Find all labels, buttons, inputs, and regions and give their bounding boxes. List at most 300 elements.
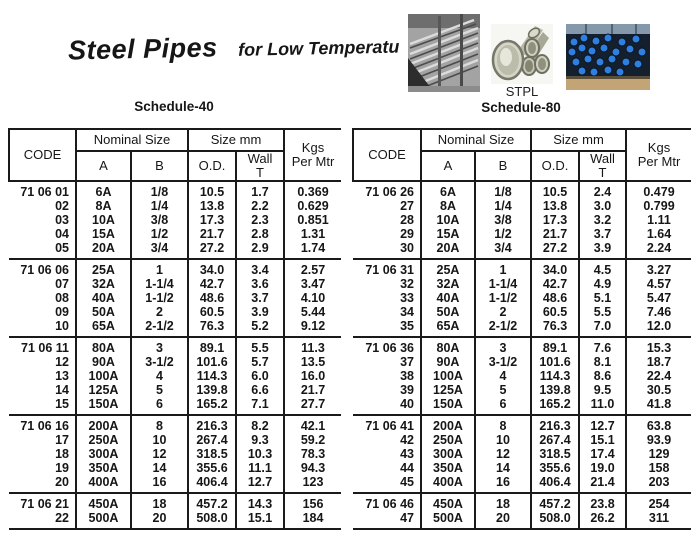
cell-wall-t: 11.1 <box>236 461 284 475</box>
cell-nominal-a: 20A <box>421 241 475 259</box>
cell-wall-t: 8.6 <box>579 369 626 383</box>
cell-code: 40 <box>400 397 414 411</box>
cell-nominal-b: 2-1/2 <box>131 319 188 337</box>
cell-kgs-per-mtr: 42.1 <box>284 415 341 433</box>
cell-nominal-a: 10A <box>421 213 475 227</box>
cell-wall-t: 3.0 <box>579 199 626 213</box>
cell-nominal-a: 25A <box>421 259 475 277</box>
cell-code: 33 <box>400 291 414 305</box>
cell-nominal-a: 90A <box>421 355 475 369</box>
cell-code: 15 <box>55 397 69 411</box>
table-row <box>9 181 341 199</box>
cell-wall-t: 2.3 <box>236 213 284 227</box>
cell-code: 29 <box>400 227 414 241</box>
header-nominal-size: Nominal Size <box>76 129 188 151</box>
cell-kgs-per-mtr: 30.5 <box>626 383 691 397</box>
cell-nominal-b: 1 <box>475 259 531 277</box>
cell-od: 10.5 <box>188 181 236 199</box>
table-row <box>9 415 341 433</box>
cell-wall-t: 5.1 <box>579 291 626 305</box>
table-row <box>353 291 691 305</box>
cell-kgs-per-mtr: 21.7 <box>284 383 341 397</box>
cell-wall-t: 3.9 <box>236 305 284 319</box>
table-row <box>9 337 341 355</box>
cell-od: 114.3 <box>188 369 236 383</box>
cell-od: 89.1 <box>531 337 579 355</box>
cell-kgs-per-mtr: 129 <box>626 447 691 461</box>
cell-od: 318.5 <box>531 447 579 461</box>
header-b: B <box>131 151 188 181</box>
cell-nominal-b: 2-1/2 <box>475 319 531 337</box>
cell-wall-t: 8.1 <box>579 355 626 369</box>
cell-od: 48.6 <box>531 291 579 305</box>
cell-od: 21.7 <box>531 227 579 241</box>
cell-nominal-a: 50A <box>76 305 131 319</box>
table-row <box>353 319 691 337</box>
header-b: B <box>475 151 531 181</box>
cell-wall-t: 5.5 <box>236 337 284 355</box>
cell-nominal-b: 1/4 <box>131 199 188 213</box>
cell-od: 10.5 <box>531 181 579 199</box>
cell-kgs-per-mtr: 311 <box>626 511 691 529</box>
cell-od: 267.4 <box>531 433 579 447</box>
cell-nominal-b: 1-1/2 <box>131 291 188 305</box>
cell-wall-t: 11.0 <box>579 397 626 415</box>
cell-kgs-per-mtr: 18.7 <box>626 355 691 369</box>
cell-nominal-a: 400A <box>76 475 131 493</box>
table-row <box>353 213 691 227</box>
cell-code: 42 <box>400 433 414 447</box>
header-od: O.D. <box>531 151 579 181</box>
stpl-caption: STPL <box>505 84 539 99</box>
cell-od: 27.2 <box>531 241 579 259</box>
cell-nominal-a: 20A <box>76 241 131 259</box>
cell-code: 09 <box>55 305 69 319</box>
cell-wall-t: 8.2 <box>236 415 284 433</box>
cell-nominal-b: 12 <box>475 447 531 461</box>
cell-code: 12 <box>55 355 69 369</box>
cell-code: 71 06 36 <box>353 337 421 355</box>
cell-nominal-b: 3-1/2 <box>475 355 531 369</box>
cell-nominal-b: 2 <box>131 305 188 319</box>
cell-kgs-per-mtr: 203 <box>626 475 691 493</box>
cell-nominal-b: 1/2 <box>131 227 188 241</box>
cell-wall-t: 15.1 <box>236 511 284 529</box>
cell-od: 318.5 <box>188 447 236 461</box>
cell-code: 71 06 06 <box>9 259 76 277</box>
cell-wall-t: 6.6 <box>236 383 284 397</box>
header-size-mm: Size mm <box>188 129 284 151</box>
cell-od: 42.7 <box>531 277 579 291</box>
table-row <box>9 461 341 475</box>
header-wall-t <box>579 151 626 181</box>
cell-code: 38 <box>400 369 414 383</box>
cell-nominal-a: 150A <box>421 397 475 415</box>
cell-od: 17.3 <box>188 213 236 227</box>
cell-od: 13.8 <box>531 199 579 213</box>
cell-code: 32 <box>400 277 414 291</box>
table-row <box>353 305 691 319</box>
cell-nominal-b: 4 <box>475 369 531 383</box>
cell-kgs-per-mtr: 1.11 <box>626 213 691 227</box>
table-row <box>353 475 691 493</box>
cell-kgs-per-mtr: 0.799 <box>626 199 691 213</box>
header-kgs-per-mtr <box>626 129 691 181</box>
table-row <box>353 447 691 461</box>
cell-nominal-b: 20 <box>475 511 531 529</box>
schedule-40-table-container <box>8 128 340 530</box>
cell-wall-t: 3.9 <box>579 241 626 259</box>
cell-nominal-b: 1-1/4 <box>131 277 188 291</box>
cell-nominal-a: 6A <box>421 181 475 199</box>
cell-wall-t: 7.1 <box>236 397 284 415</box>
doc-title-block <box>68 29 400 67</box>
table-row <box>9 475 341 493</box>
cell-nominal-b: 14 <box>475 461 531 475</box>
cell-wall-t: 3.2 <box>579 213 626 227</box>
cell-od: 17.3 <box>531 213 579 227</box>
header-code: CODE <box>353 129 421 181</box>
header-a: A <box>76 151 131 181</box>
cell-code: 34 <box>400 305 414 319</box>
cell-kgs-per-mtr: 78.3 <box>284 447 341 461</box>
cell-wall-t: 2.4 <box>579 181 626 199</box>
cell-wall-t: 3.7 <box>579 227 626 241</box>
cell-nominal-a: 300A <box>76 447 131 461</box>
cell-wall-t: 15.1 <box>579 433 626 447</box>
cell-code: 14 <box>55 383 69 397</box>
table-row <box>353 397 691 415</box>
table-row <box>353 415 691 433</box>
cell-wall-t: 3.6 <box>236 277 284 291</box>
table-row <box>353 259 691 277</box>
cell-od: 48.6 <box>188 291 236 305</box>
header-a: A <box>421 151 475 181</box>
cell-wall-t: 6.0 <box>236 369 284 383</box>
cell-code: 71 06 16 <box>9 415 76 433</box>
cell-od: 139.8 <box>531 383 579 397</box>
cell-kgs-per-mtr: 254 <box>626 493 691 511</box>
schedule-40-label: Schedule-40 <box>134 99 214 114</box>
header-wall-line2: T <box>256 165 264 180</box>
cell-code: 30 <box>400 241 414 255</box>
cell-kgs-per-mtr: 0.851 <box>284 213 341 227</box>
header-wall-line1: Wall <box>590 151 615 166</box>
cell-wall-t: 26.2 <box>579 511 626 529</box>
table-row <box>353 433 691 447</box>
cell-nominal-b: 12 <box>131 447 188 461</box>
cell-nominal-b: 1-1/2 <box>475 291 531 305</box>
cell-nominal-a: 150A <box>76 397 131 415</box>
cell-od: 508.0 <box>188 511 236 529</box>
table-row <box>353 227 691 241</box>
cell-wall-t: 21.4 <box>579 475 626 493</box>
cell-nominal-b: 1/8 <box>475 181 531 199</box>
cell-kgs-per-mtr: 11.3 <box>284 337 341 355</box>
cell-wall-t: 17.4 <box>579 447 626 461</box>
cell-od: 355.6 <box>188 461 236 475</box>
table-row <box>353 493 691 511</box>
table-row <box>9 291 341 305</box>
cell-nominal-b: 1/4 <box>475 199 531 213</box>
cell-nominal-b: 6 <box>131 397 188 415</box>
cell-od: 76.3 <box>188 319 236 337</box>
cell-nominal-a: 25A <box>76 259 131 277</box>
cell-code: 27 <box>400 199 414 213</box>
header-wall-line1: Wall <box>247 151 273 166</box>
cell-nominal-a: 15A <box>421 227 475 241</box>
cell-code: 02 <box>55 199 69 213</box>
cell-nominal-a: 100A <box>421 369 475 383</box>
table-row <box>353 337 691 355</box>
cell-od: 21.7 <box>188 227 236 241</box>
cell-kgs-per-mtr: 4.10 <box>284 291 341 305</box>
cell-kgs-per-mtr: 1.74 <box>284 241 341 259</box>
cell-nominal-a: 8A <box>76 199 131 213</box>
cell-od: 165.2 <box>188 397 236 415</box>
cell-nominal-a: 8A <box>421 199 475 213</box>
cell-kgs-per-mtr: 63.8 <box>626 415 691 433</box>
cell-nominal-b: 18 <box>131 493 188 511</box>
cell-code: 18 <box>55 447 69 461</box>
cell-nominal-a: 450A <box>76 493 131 511</box>
cell-od: 42.7 <box>188 277 236 291</box>
cell-wall-t: 12.7 <box>236 475 284 493</box>
table-row <box>353 369 691 383</box>
cell-od: 216.3 <box>188 415 236 433</box>
header-od: O.D. <box>188 151 236 181</box>
table-row <box>9 447 341 461</box>
cell-wall-t: 10.3 <box>236 447 284 461</box>
cell-nominal-a: 40A <box>421 291 475 305</box>
header-kgs-line1: Kgs <box>301 140 325 155</box>
cell-code: 71 06 01 <box>9 181 76 199</box>
cell-wall-t: 7.6 <box>579 337 626 355</box>
table-row <box>353 241 691 259</box>
cell-nominal-a: 500A <box>76 511 131 529</box>
cell-nominal-a: 250A <box>421 433 475 447</box>
cell-wall-t: 5.7 <box>236 355 284 369</box>
cell-code: 71 06 31 <box>353 259 421 277</box>
cell-code: 10 <box>55 319 69 333</box>
table-row <box>9 319 341 337</box>
cell-code: 19 <box>55 461 69 475</box>
table-row <box>9 213 341 227</box>
cell-kgs-per-mtr: 13.5 <box>284 355 341 369</box>
cell-nominal-a: 32A <box>421 277 475 291</box>
cell-code: 03 <box>55 213 69 227</box>
cell-kgs-per-mtr: 16.0 <box>284 369 341 383</box>
header-nominal-size: Nominal Size <box>421 129 531 151</box>
cell-od: 101.6 <box>188 355 236 369</box>
table-row <box>9 433 341 447</box>
cell-nominal-a: 125A <box>421 383 475 397</box>
table-row <box>9 369 341 383</box>
schedule-80-label: Schedule-80 <box>481 100 561 115</box>
cell-nominal-a: 65A <box>76 319 131 337</box>
cell-od: 406.4 <box>188 475 236 493</box>
cell-nominal-a: 400A <box>421 475 475 493</box>
cell-wall-t: 1.7 <box>236 181 284 199</box>
header-code: CODE <box>9 129 76 181</box>
cell-nominal-b: 2 <box>475 305 531 319</box>
table-row <box>9 493 341 511</box>
cell-kgs-per-mtr: 5.44 <box>284 305 341 319</box>
cell-wall-t: 4.5 <box>579 259 626 277</box>
cell-nominal-a: 90A <box>76 355 131 369</box>
cell-nominal-a: 500A <box>421 511 475 529</box>
header-wall-line2: T <box>598 165 607 180</box>
cell-nominal-a: 125A <box>76 383 131 397</box>
cell-kgs-per-mtr: 22.4 <box>626 369 691 383</box>
cell-nominal-b: 5 <box>475 383 531 397</box>
cell-kgs-per-mtr: 0.479 <box>626 181 691 199</box>
table-row <box>9 241 341 259</box>
cell-code: 47 <box>400 511 414 525</box>
cell-kgs-per-mtr: 9.12 <box>284 319 341 337</box>
schedule-table-80 <box>352 128 691 530</box>
cell-od: 139.8 <box>188 383 236 397</box>
cell-nominal-b: 3 <box>475 337 531 355</box>
pipe-ends-photo <box>491 24 553 84</box>
cell-kgs-per-mtr: 7.46 <box>626 305 691 319</box>
cell-od: 508.0 <box>531 511 579 529</box>
cell-od: 27.2 <box>188 241 236 259</box>
cell-od: 34.0 <box>188 259 236 277</box>
cell-nominal-a: 80A <box>76 337 131 355</box>
cell-code: 05 <box>55 241 69 255</box>
header-wall-t <box>236 151 284 181</box>
cell-kgs-per-mtr: 184 <box>284 511 341 529</box>
cell-od: 60.5 <box>188 305 236 319</box>
cell-nominal-b: 16 <box>131 475 188 493</box>
header-kgs-line2: Per Mtr <box>291 154 335 169</box>
cell-nominal-a: 32A <box>76 277 131 291</box>
cell-wall-t: 3.7 <box>236 291 284 305</box>
cell-kgs-per-mtr: 93.9 <box>626 433 691 447</box>
cell-wall-t: 12.7 <box>579 415 626 433</box>
cell-nominal-a: 200A <box>76 415 131 433</box>
cell-nominal-b: 3-1/2 <box>131 355 188 369</box>
cell-kgs-per-mtr: 0.369 <box>284 181 341 199</box>
cell-nominal-a: 10A <box>76 213 131 227</box>
cell-od: 13.8 <box>188 199 236 213</box>
cell-nominal-b: 5 <box>131 383 188 397</box>
cell-code: 71 06 26 <box>353 181 421 199</box>
cell-nominal-b: 8 <box>131 415 188 433</box>
cell-nominal-a: 50A <box>421 305 475 319</box>
cell-nominal-a: 80A <box>421 337 475 355</box>
cell-kgs-per-mtr: 27.7 <box>284 397 341 415</box>
schedule-table-40 <box>8 128 341 530</box>
cell-wall-t: 23.8 <box>579 493 626 511</box>
cell-od: 76.3 <box>531 319 579 337</box>
cell-code: 45 <box>400 475 414 489</box>
cell-code: 22 <box>55 511 69 525</box>
cell-code: 43 <box>400 447 414 461</box>
cell-kgs-per-mtr: 12.0 <box>626 319 691 337</box>
cell-code: 71 06 11 <box>9 337 76 355</box>
cell-nominal-b: 1/8 <box>131 181 188 199</box>
schedule-40-rows <box>9 181 341 529</box>
cell-wall-t: 3.4 <box>236 259 284 277</box>
cell-wall-t: 7.0 <box>579 319 626 337</box>
cell-od: 267.4 <box>188 433 236 447</box>
cell-nominal-a: 350A <box>421 461 475 475</box>
cell-kgs-per-mtr: 158 <box>626 461 691 475</box>
cell-code: 13 <box>55 369 69 383</box>
cell-od: 216.3 <box>531 415 579 433</box>
cell-code: 17 <box>55 433 69 447</box>
cell-code: 44 <box>400 461 414 475</box>
cell-kgs-per-mtr: 3.27 <box>626 259 691 277</box>
cell-od: 60.5 <box>531 305 579 319</box>
cell-nominal-b: 3/8 <box>131 213 188 227</box>
cell-od: 114.3 <box>531 369 579 383</box>
cell-nominal-b: 3/4 <box>131 241 188 259</box>
cell-nominal-b: 14 <box>131 461 188 475</box>
table-row <box>9 511 341 529</box>
cell-od: 355.6 <box>531 461 579 475</box>
cell-nominal-b: 20 <box>131 511 188 529</box>
cell-kgs-per-mtr: 2.57 <box>284 259 341 277</box>
cell-code: 20 <box>55 475 69 489</box>
cell-kgs-per-mtr: 1.31 <box>284 227 341 241</box>
schedule-80-rows <box>353 181 691 529</box>
table-row <box>9 277 341 291</box>
cell-wall-t: 4.9 <box>579 277 626 291</box>
cell-od: 457.2 <box>531 493 579 511</box>
cell-wall-t: 9.5 <box>579 383 626 397</box>
table-row <box>9 397 341 415</box>
cell-od: 406.4 <box>531 475 579 493</box>
cell-code: 07 <box>55 277 69 291</box>
cell-wall-t: 5.5 <box>579 305 626 319</box>
table-row <box>353 181 691 199</box>
cell-kgs-per-mtr: 3.47 <box>284 277 341 291</box>
cell-nominal-b: 10 <box>131 433 188 447</box>
cell-code: 35 <box>400 319 414 333</box>
header-kgs-line1: Kgs <box>647 140 671 155</box>
cell-kgs-per-mtr: 4.57 <box>626 277 691 291</box>
table-row <box>9 383 341 397</box>
header-kgs-per-mtr <box>284 129 341 181</box>
cell-nominal-a: 450A <box>421 493 475 511</box>
table-row <box>9 305 341 319</box>
cell-nominal-b: 8 <box>475 415 531 433</box>
table-row <box>353 461 691 475</box>
header-size-mm: Size mm <box>531 129 626 151</box>
cell-kgs-per-mtr: 15.3 <box>626 337 691 355</box>
table-row <box>353 199 691 213</box>
cell-code: 28 <box>400 213 414 227</box>
pipe-rack-photo <box>408 14 480 92</box>
cell-nominal-a: 15A <box>76 227 131 241</box>
cell-code: 08 <box>55 291 69 305</box>
cell-nominal-b: 16 <box>475 475 531 493</box>
cell-nominal-b: 3 <box>131 337 188 355</box>
cell-code: 71 06 21 <box>9 493 76 511</box>
cell-kgs-per-mtr: 123 <box>284 475 341 493</box>
cell-kgs-per-mtr: 2.24 <box>626 241 691 259</box>
cell-od: 165.2 <box>531 397 579 415</box>
cell-od: 457.2 <box>188 493 236 511</box>
cell-od: 101.6 <box>531 355 579 369</box>
cell-code: 71 06 46 <box>353 493 421 511</box>
blue-pipes-photo <box>566 24 650 90</box>
header-kgs-line2: Per Mtr <box>637 154 681 169</box>
cell-kgs-per-mtr: 0.629 <box>284 199 341 213</box>
